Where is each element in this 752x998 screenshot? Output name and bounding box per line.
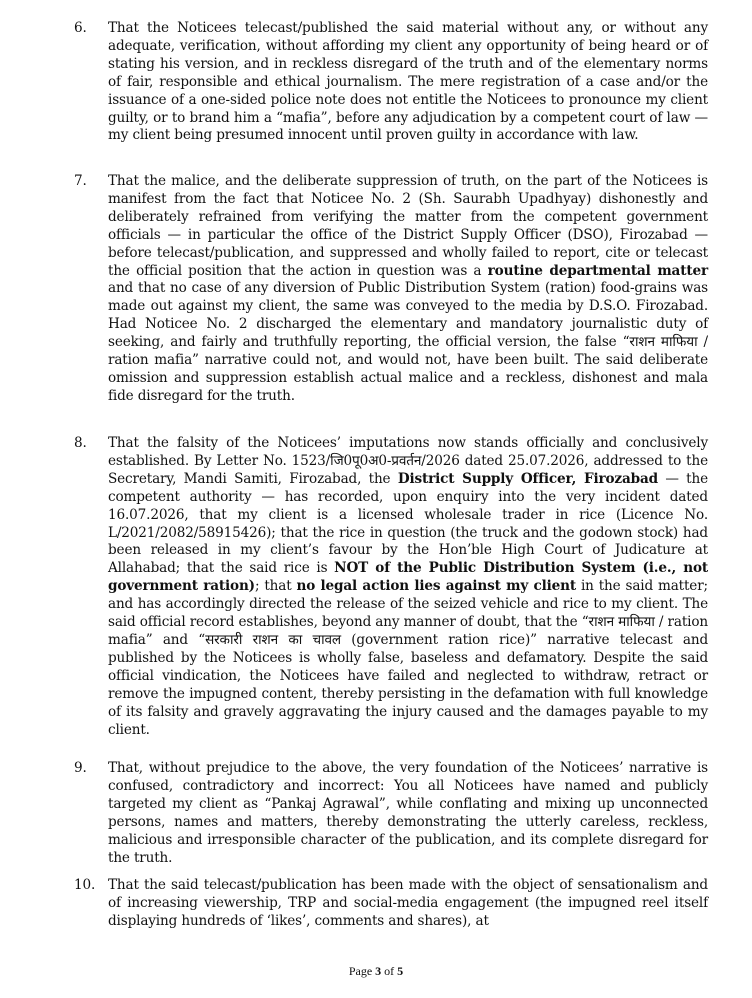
paragraph-7 <box>74 173 708 406</box>
paragraph-number: 10. <box>74 877 96 893</box>
emphasis: no legal action lies against my client <box>296 578 577 595</box>
total-pages-number: 5 <box>397 964 404 978</box>
emphasis: District Supply Officer, Firozabad <box>397 470 658 487</box>
current-page-number: 3 <box>375 964 382 978</box>
paragraph-8 <box>74 435 708 739</box>
emphasis: routine departmental matter <box>487 262 708 279</box>
paragraph-text: That, without prejudice to the above, the very foundation of the Noticees’ narrative is confused, contradictory and incorrect: You all Noticees have named and publicly targeted my client as “Pankaj Agrawal”, while conflating and mixing up unconnected persons, names and matters, thereby demonstrating the utterly careless, reckless, malicious and irresponsible character of the publication, and its complete disregard for the truth. <box>108 760 708 866</box>
paragraph-number: 9. <box>74 760 87 776</box>
of-word: of <box>384 964 395 978</box>
paragraph-number: 6. <box>74 20 87 36</box>
paragraph-6 <box>74 20 708 145</box>
paragraph-text: That the falsity of the Noticees’ imputations now stands officially and conclusively established. By Letter No. 1523/जि0पू0अ0-प्रवर्तन/2026 dated 25.07.2026, addressed to the Secretary, Mandi Samiti, Firozabad, the District Supply Officer, Firozabad — the competent authority — has recorded, upon enquiry into the very incident dated 16.07.2026, that my client is a licensed wholesale trader in rice (Licence No. L/2021/2082/58915426); that the rice in question (the truck and the godown stock) had been released in my client’s favour by the Hon’ble High Court of Judicature at Allahabad; that the said rice is NOT of the Public Distribution System (i.e., not government ration); that no legal action lies against my client in the said matter; and has accordingly directed the release of the seized vehicle and rice to my client. The said official record establishes, beyond any manner of doubt, that the “राशन माफिया / ration mafia” and “सरकारी राशन का चावल (government ration rice)” narrative telecast and published by the Noticees is wholly false, baseless and defamatory. Despite the said official vindication, the Noticees have failed and neglected to withdraw, retract or remove the impugned content, thereby persisting in the defamation with full knowledge of its falsity and gravely aggravating the injury caused and the damages payable to my client. <box>108 435 708 738</box>
paragraph-text: That the malice, and the deliberate suppression of truth, on the part of the Noticees is manifest from the fact that Noticee No. 2 (Sh. Saurabh Upadhyay) dishonestly and deliberately refrained from verifying the matter from the competent government officials — in particular the office of the District Supply Officer (DSO), Firozabad — before telecast/publication, and suppressed and wholly failed to report, cite or telecast the official position that the action in question was a routine departmental matter and that no case of any diversion of Public Distribution System (ration) food-grains was made out against my client, the same was conveyed to the media by D.S.O. Firozabad. Had Noticee No. 2 discharged the elementary and mandatory journalistic duty of seeking, and fairly and truthfully reporting, the official version, the false “राशन माफिया / ration mafia” narrative could not, and would not, have been built. The said deliberate omission and suppression establish actual malice and a reckless, dishonest and mala fide disregard for the truth. <box>108 173 708 404</box>
page-word: Page <box>348 964 373 978</box>
paragraph-text: That the said telecast/publication has been made with the object of sensationalism and of increasing viewership, TRP and social-media engagement (the impugned reel itself displaying hundreds of ‘likes’, comments and shares), at <box>108 877 708 929</box>
paragraph-10 <box>74 877 708 931</box>
paragraph-number: 7. <box>74 173 87 189</box>
page-footer <box>0 964 752 979</box>
emphasis: NOT of the Public Distribution System (i.e., not government ration) <box>108 560 708 595</box>
paragraph-text: That the Noticees telecast/published the said material without any, or without any adequate, verification, without affording my client any opportunity of being heard or of stating his version, and in reckless disregard of the truth and of the elementary norms of fair, responsible and ethical journalism. The mere registration of a case and/or the issuance of a one-sided police note does not entitle the Noticees to pronounce my client guilty, or to brand him a “mafia”, before any adjudication by a competent court of law — my client being presumed innocent until proven guilty in accordance with law. <box>108 20 708 144</box>
paragraph-number: 8. <box>74 435 87 451</box>
paragraph-9 <box>74 760 708 867</box>
